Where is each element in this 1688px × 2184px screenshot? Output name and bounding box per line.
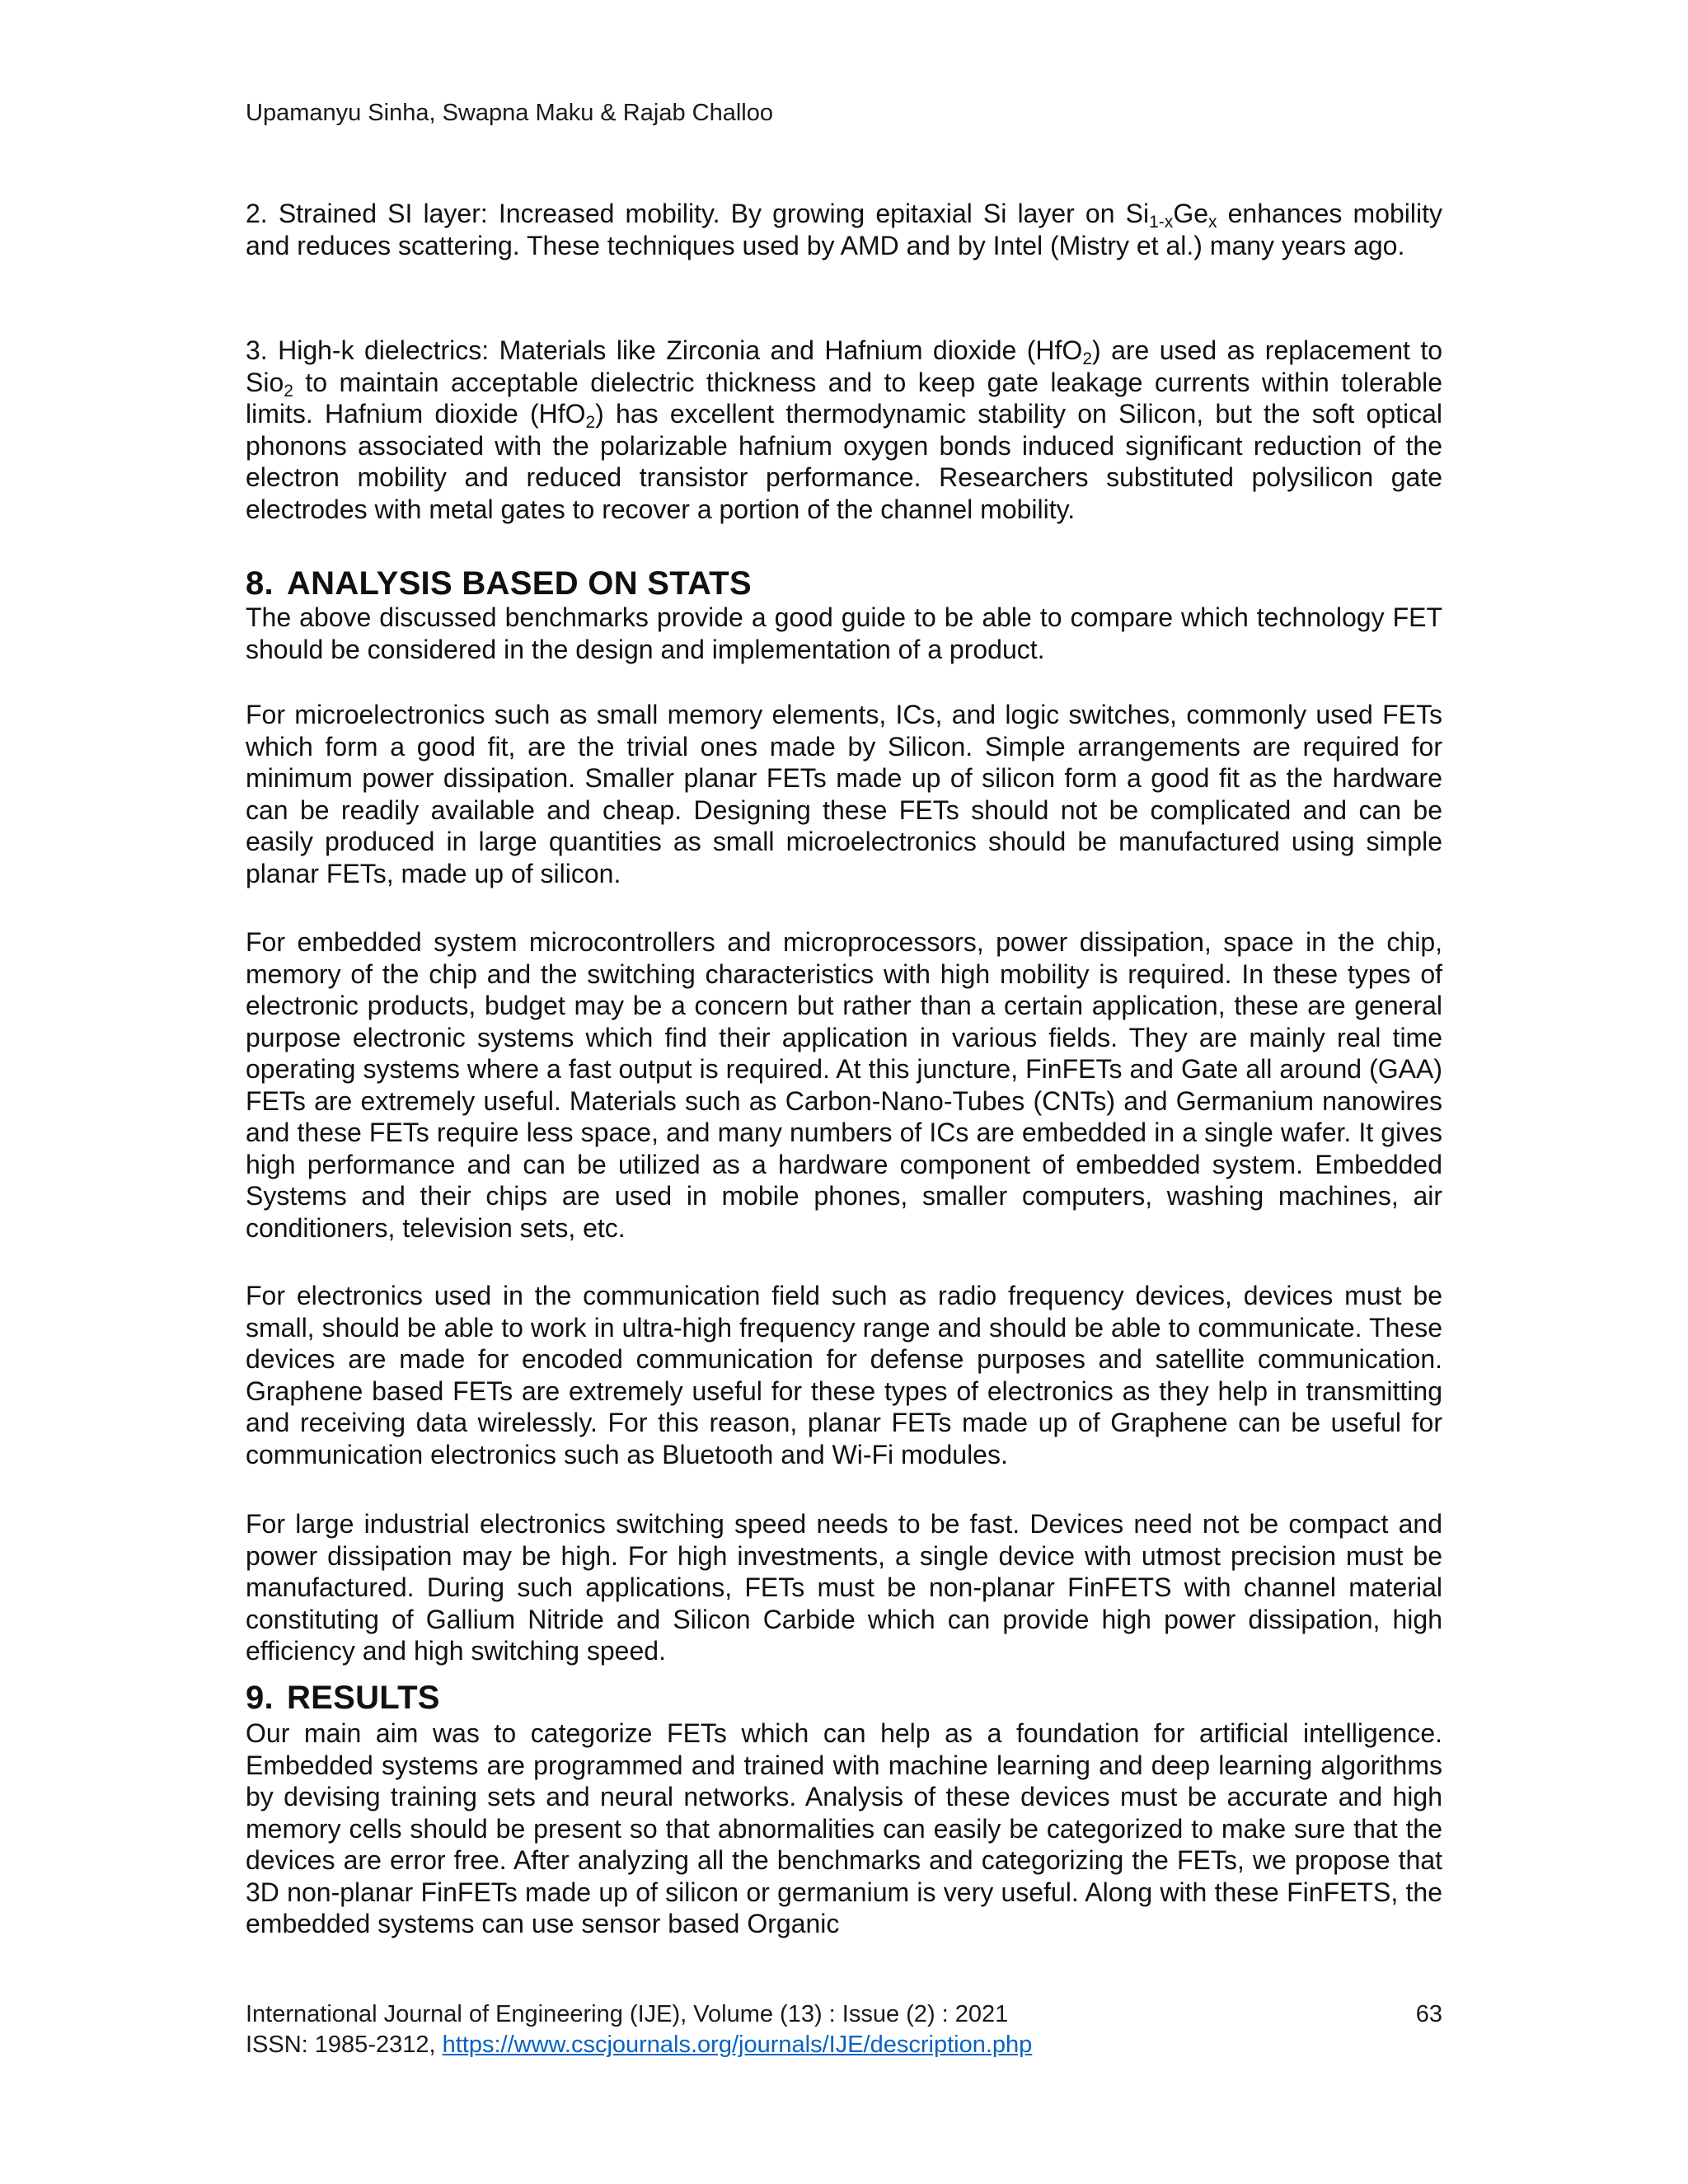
paragraph-strained-si: 2. Strained SI layer: Increased mobility. By growing epitaxial Si layer on $Si_{1-x}Ge_x$ enhances mobility and reduces scattering. These techniques used by AMD and by Intel (Mistry et al.) many years ago. — [246, 199, 1443, 260]
page-footer — [246, 1999, 1442, 2060]
paragraph-embedded-systems: For embedded system microcontrollers and microprocessors, power dissipation, space in the chip, memory of the chip and the switching characteristics with high mobility is required. In these types of electronic products, budget may be a concern but rather than a certain application, these are general purpose electronic systems which find their application in various fields. They are mainly real time operating systems where a fast output is required. At this juncture, FinFETs and Gate all around (GAA) FETs are extremely useful. Materials such as Carbon-Nano-Tubes (CNTs) and Germanium nanowires and these FETs require less space, and many numbers of ICs are embedded in a single wafer. It gives high performance and can be utilized as a hardware component of embedded system. Embedded Systems and their chips are used in mobile phones, smaller computers, washing machines, air conditioners, television sets, etc. — [246, 927, 1442, 1243]
page-number: 63 — [1415, 2001, 1442, 2027]
paragraph-industrial: For large industrial electronics switching speed needs to be fast. Devices need not be compact and power dissipation may be high. For high investments, a single device with utmost precision must be manufactured. During such applications, FETs must be non-planar FinFETS with channel material constituting of Gallium Nitride and Silicon Carbide which can provide high power dissipation, high efficiency and high switching speed. — [246, 1509, 1442, 1666]
footer-issn-line: ISSN: 1985-2312, https://www.cscjournals.org/journals/IJE/description.php — [246, 2032, 1033, 2058]
paragraph-microelectronics: For microelectronics such as small memory elements, ICs, and logic switches, commonly used FETs which form a good fit, are the trivial ones made by Silicon. Simple arrangements are required for minimum power dissipation. Smaller planar FETs made up of silicon form a good fit as the hardware can be readily available and cheap. Designing these FETs should not be complicated and can be easily produced in large quantities as small microelectronics should be manufactured using simple planar FETs, made up of silicon. — [246, 700, 1442, 888]
paragraph-high-k-dielectrics: 3. High-k dielectrics: Materials like Zirconia and Hafnium dioxide (HfO$_2$) are used as replacement to Sio$_2$ to maintain acceptable dielectric thickness and to keep gate leakage currents within tolerable limits. Hafnium dioxide (HfO$_2$) has excellent thermodynamic stability on Silicon, but the soft optical phonons associated with the polarizable hafnium oxygen bonds induced significant reduction of the electron mobility and reduced transistor performance. Researchers substituted polysilicon gate electrodes with metal gates to recover a portion of the channel mobility. — [246, 335, 1443, 524]
section-heading-analysis: 8. ANALYSIS BASED ON STATS — [246, 565, 752, 602]
paragraph-communication: For electronics used in the communication field such as radio frequency devices, devices must be small, should be able to work in ultra-high frequency range and should be able to communicate. These devices are made for encoded communication for defense purposes and satellite communication. Graphene based FETs are extremely useful for these types of electronics as they help in transmitting and receiving data wirelessly. For this reason, planar FETs made up of Graphene can be useful for communication electronics such as Bluetooth and Wi-Fi modules. — [246, 1281, 1442, 1469]
running-header-authors: Upamanyu Sinha, Swapna Maku & Rajab Challoo — [246, 100, 773, 126]
journal-url-link[interactable]: https://www.cscjournals.org/journals/IJE/description.php — [442, 2032, 1033, 2058]
footer-journal-line: International Journal of Engineering (IJE), Volume (13) : Issue (2) : 2021 — [246, 2001, 1009, 2027]
paragraph-analysis-intro: The above discussed benchmarks provide a good guide to be able to compare which technology FET should be considered in the design and implementation of a product. — [246, 602, 1442, 664]
paragraph-results: Our main aim was to categorize FETs which can help as a foundation for artificial intelligence. Embedded systems are programmed and trained with machine learning and deep learning algorithms by devising training sets and neural networks. Analysis of these devices must be accurate and high memory cells should be present so that abnormalities can easily be categorized to make sure that the devices are error free. After analyzing all the benchmarks and categorizing the FETs, we propose that 3D non-planar FinFETs made up of silicon or germanium is very useful. Along with these FinFETS, the embedded systems can use sensor based Organic — [246, 1718, 1442, 1938]
section-heading-results: 9. RESULTS — [246, 1680, 440, 1716]
